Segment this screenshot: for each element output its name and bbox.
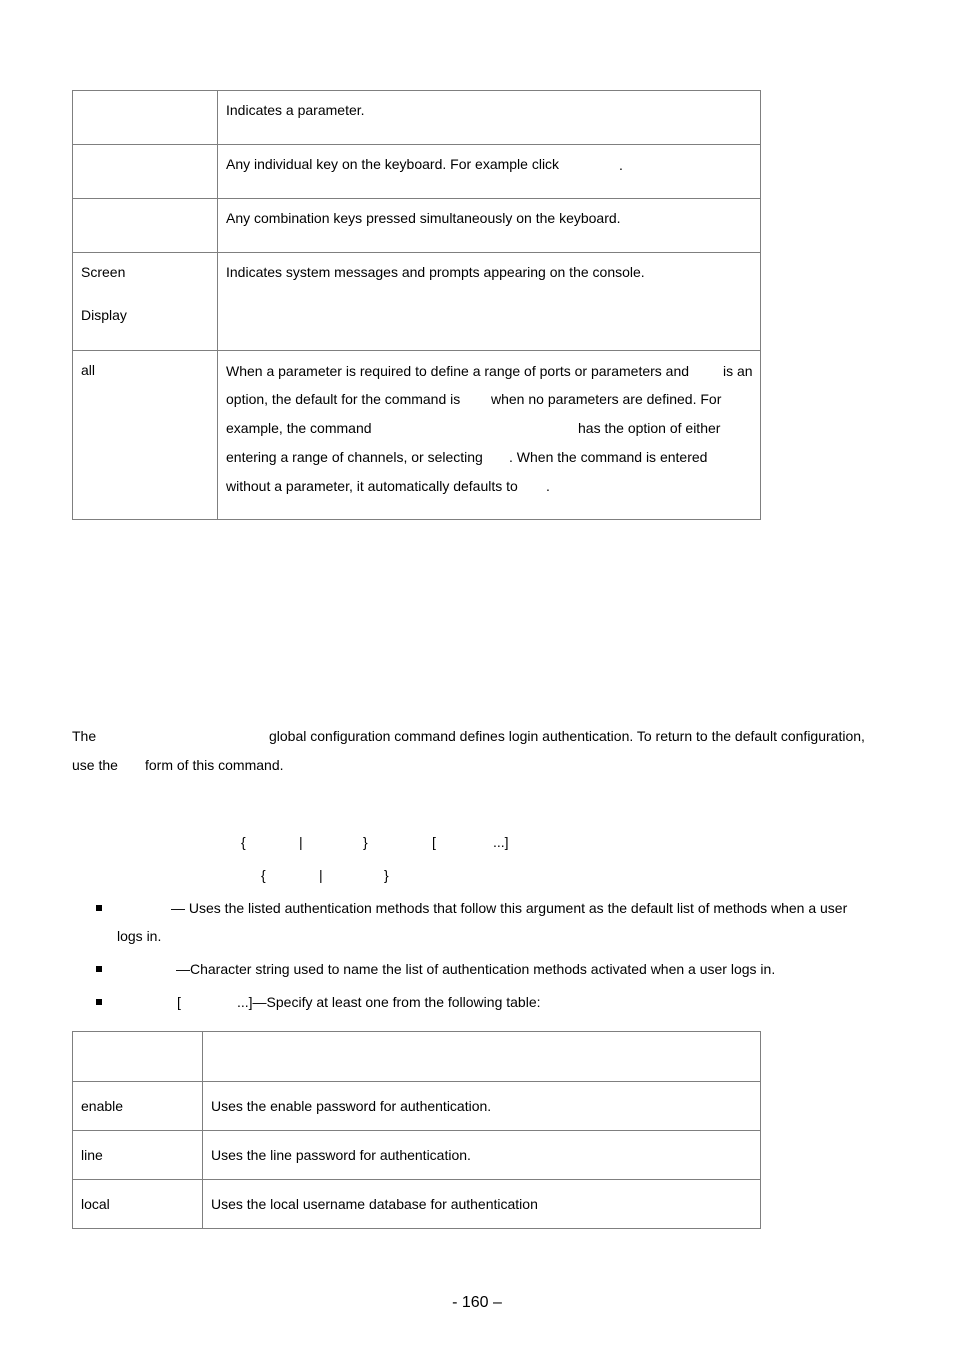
description-line: has the option of either	[578, 420, 721, 436]
description-line: entering a range of channels, or selecting	[226, 449, 483, 465]
header-cell	[73, 1032, 203, 1082]
bullet-text: [	[177, 994, 181, 1010]
methods-table	[72, 1031, 761, 1229]
syntax-symbol: }	[384, 867, 389, 883]
label-line: Display	[81, 307, 127, 323]
bullet-icon	[96, 966, 102, 972]
convention-description	[218, 91, 761, 145]
bullet-text: — Uses the listed authentication methods that follow this argument as the default list of methods when a user	[171, 900, 848, 916]
bullet-icon	[96, 999, 102, 1005]
description-text: Indicates a parameter.	[226, 102, 365, 118]
table-row	[73, 351, 761, 520]
bullet-icon	[96, 905, 102, 911]
table-row	[73, 145, 761, 199]
description-text: Indicates system messages and prompts appearing on the console.	[226, 264, 645, 280]
table-row	[73, 1082, 761, 1131]
table-row	[73, 91, 761, 145]
label-line: Screen	[81, 264, 126, 280]
description-line: .	[546, 478, 550, 494]
convention-description	[218, 351, 761, 520]
convention-description	[218, 253, 761, 351]
description-text-end: .	[619, 157, 623, 173]
method-description: Uses the line password for authentication.	[203, 1131, 761, 1180]
table-row	[73, 1131, 761, 1180]
method-description: Uses the enable password for authentication.	[203, 1082, 761, 1131]
description-line: option, the default for the command is	[226, 391, 461, 407]
conventions-table	[72, 90, 761, 520]
table-row	[73, 1180, 761, 1229]
description-line: example, the command	[226, 420, 372, 436]
syntax-symbol: {	[241, 834, 246, 850]
bullet-text: —Character string used to name the list of authentication methods activated when a user logs in.	[176, 961, 776, 977]
description-line: is an	[723, 363, 753, 379]
convention-label	[73, 351, 218, 520]
page-number: - 160 –	[452, 1294, 502, 1311]
syntax-symbol: {	[261, 867, 266, 883]
convention-label	[73, 145, 218, 199]
convention-description	[218, 145, 761, 199]
syntax-symbol: ...]	[493, 834, 509, 850]
bullet-text: logs in.	[117, 928, 162, 944]
syntax-symbol: }	[363, 834, 368, 850]
table-row	[73, 199, 761, 253]
description-line: When a parameter is required to define a range of ports or parameters and	[226, 363, 690, 379]
syntax-symbol: |	[299, 834, 303, 850]
table-row	[73, 253, 761, 351]
method-keyword: line	[73, 1131, 203, 1180]
syntax-symbol: [	[432, 834, 436, 850]
table-header-row	[73, 1032, 761, 1082]
convention-label	[73, 91, 218, 145]
description-text: global configuration command defines login authentication. To return to the default configuration,	[269, 728, 865, 744]
description-text: form of this command.	[145, 757, 284, 773]
convention-label	[73, 199, 218, 253]
convention-description	[218, 199, 761, 253]
description-line: . When the command is entered	[509, 449, 708, 465]
description-text: Any combination keys pressed simultaneously on the keyboard.	[226, 210, 621, 226]
method-keyword: enable	[73, 1082, 203, 1131]
description-line: when no parameters are defined. For	[491, 391, 722, 407]
convention-label	[73, 253, 218, 351]
description-line: without a parameter, it automatically defaults to	[226, 478, 518, 494]
description-text: Any individual key on the keyboard. For example click	[226, 156, 560, 172]
label-text: all	[81, 362, 96, 378]
description-text: use the	[72, 757, 118, 773]
syntax-symbol: |	[319, 867, 323, 883]
description-text: The	[72, 728, 97, 744]
bullet-text: ...]—Specify at least one from the following table:	[237, 994, 541, 1010]
method-description: Uses the local username database for authentication	[203, 1180, 761, 1229]
method-keyword: local	[73, 1180, 203, 1229]
header-cell	[203, 1032, 761, 1082]
